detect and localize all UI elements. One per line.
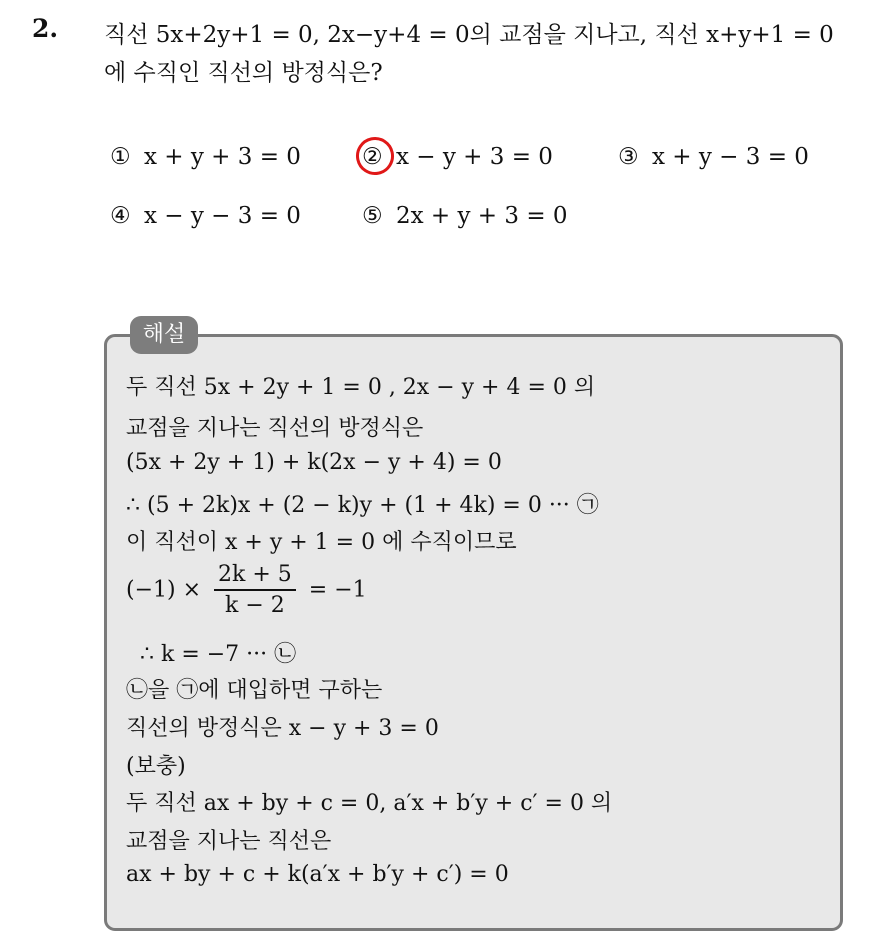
choice-number: ① xyxy=(110,144,131,170)
choice-text: x + y − 3 = 0 xyxy=(652,144,809,170)
solution-line: (보충) xyxy=(126,754,186,779)
solution-label: 해설 xyxy=(130,316,198,354)
solution-line: 직선의 방정식은 x − y + 3 = 0 xyxy=(126,716,439,741)
question-text-line1: 직선 5x+2y+1 = 0, 2x−y+4 = 0의 교점을 지나고, 직선 x+y+1 = 0 xyxy=(104,22,834,48)
solution-line: ax + by + c + k(a′x + b′y + c′) = 0 xyxy=(126,862,509,887)
solution-line: 두 직선 5x + 2y + 1 = 0 , 2x − y + 4 = 0 의 xyxy=(126,375,596,400)
fraction xyxy=(214,562,296,618)
solution-fraction-line xyxy=(126,562,367,618)
solution-line: 교점을 지나는 직선은 xyxy=(126,829,332,854)
solution-line: ㉡을 ㉠에 대입하면 구하는 xyxy=(126,678,383,703)
fraction-suffix: = −1 xyxy=(308,577,367,603)
solution-line: ∴ (5 + 2k)x + (2 − k)y + (1 + 4k) = 0 ··· ㉠ xyxy=(126,493,599,518)
solution-line: 두 직선 ax + by + c = 0, a′x + b′y + c′ = 0 의 xyxy=(126,791,613,816)
solution-line: 이 직선이 x + y + 1 = 0 에 수직이므로 xyxy=(126,530,517,555)
solution-line: 교점을 지나는 직선의 방정식은 xyxy=(126,416,424,441)
choice-number: ⑤ xyxy=(362,203,383,229)
solution-line: (5x + 2y + 1) + k(2x − y + 4) = 0 xyxy=(126,450,502,475)
solution-line: ∴ k = −7 ··· ㉡ xyxy=(140,642,297,667)
choice-number: ② xyxy=(362,144,383,170)
answer-circle-mark xyxy=(352,133,397,178)
choice-number: ④ xyxy=(110,203,131,229)
choice-text: x + y + 3 = 0 xyxy=(144,144,301,170)
question-number: 2. xyxy=(32,14,59,43)
choice-3[interactable] xyxy=(618,144,809,170)
choice-number: ③ xyxy=(618,144,639,170)
choice-text: 2x + y + 3 = 0 xyxy=(396,203,568,229)
choice-1[interactable] xyxy=(110,144,301,170)
choice-text: x − y + 3 = 0 xyxy=(396,144,553,170)
fraction-numerator: 2k + 5 xyxy=(214,562,296,591)
question-text-line2: 에 수직인 직선의 방정식은? xyxy=(104,60,383,86)
fraction-prefix: (−1) × xyxy=(126,577,202,603)
choice-5[interactable] xyxy=(362,203,568,229)
choice-4[interactable] xyxy=(110,203,301,229)
fraction-denominator: k − 2 xyxy=(225,593,285,618)
choice-text: x − y − 3 = 0 xyxy=(144,203,301,229)
